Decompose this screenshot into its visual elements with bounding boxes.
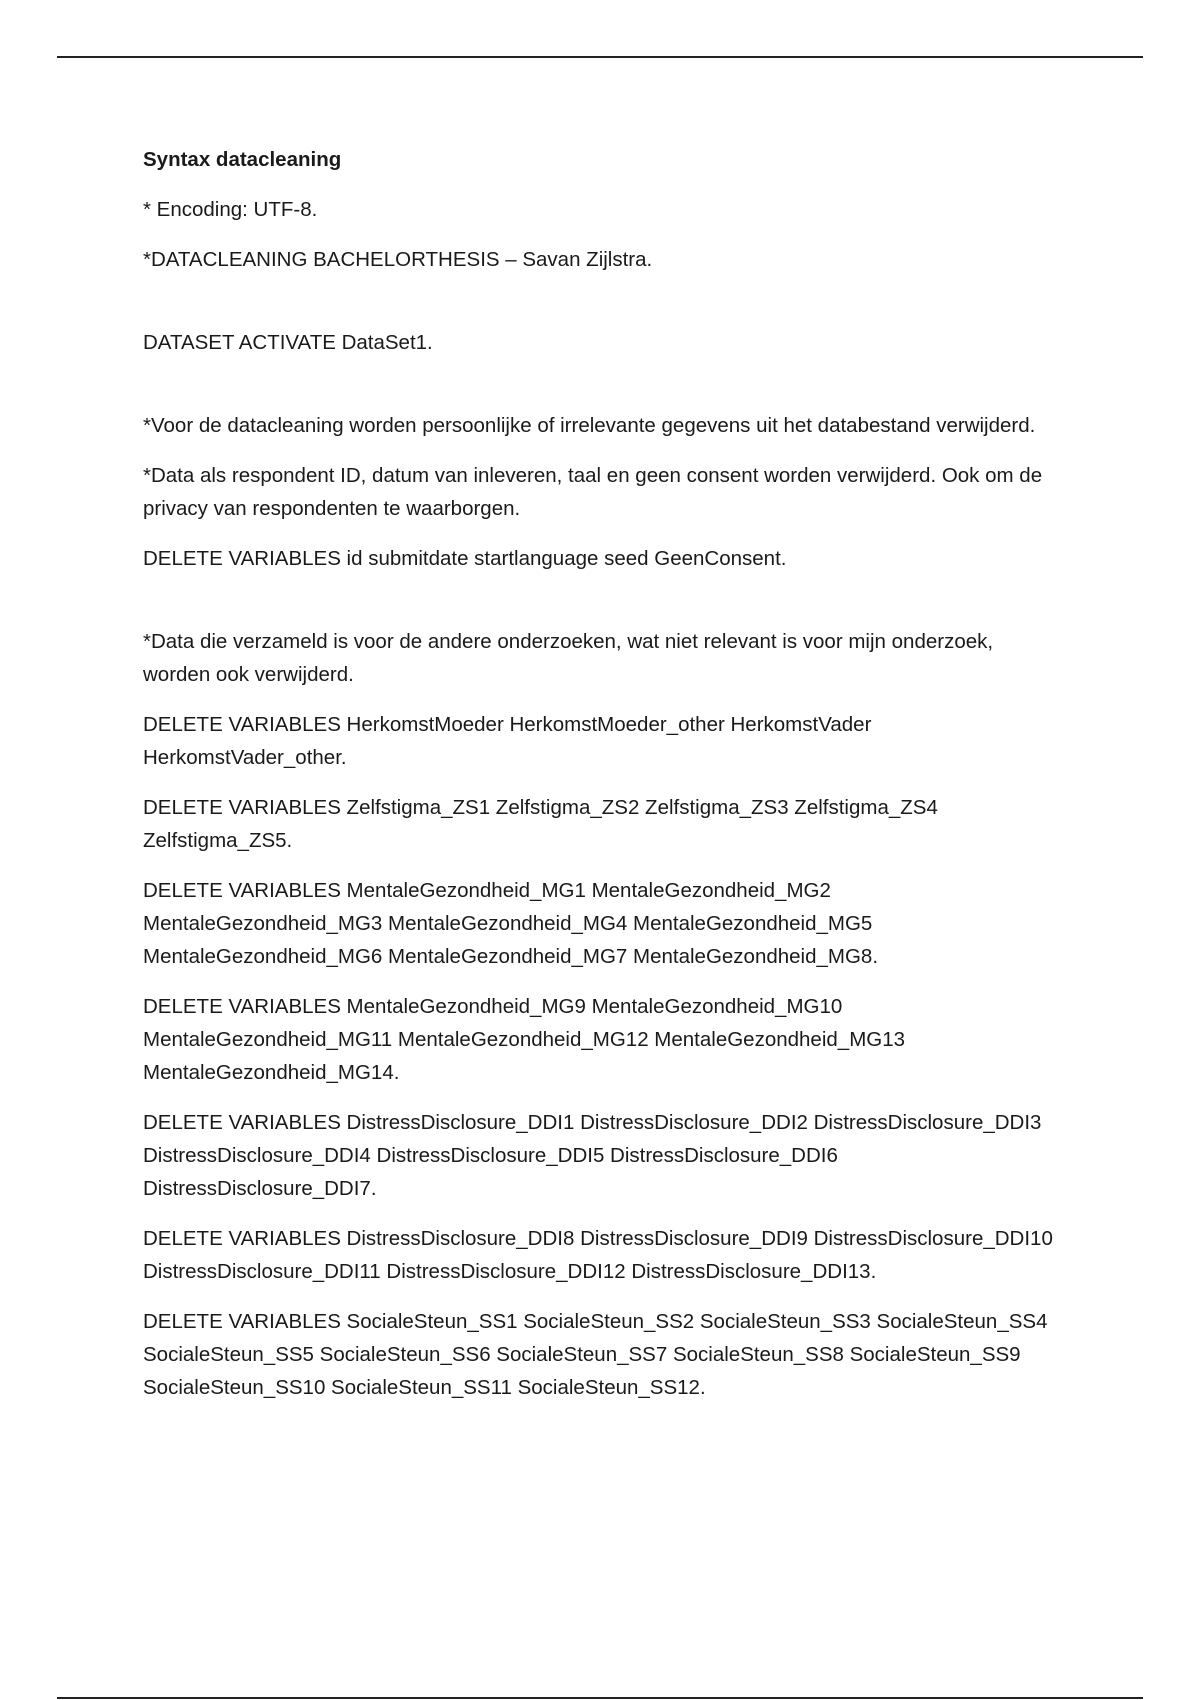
encoding-line: * Encoding: UTF-8.: [143, 198, 318, 221]
header-rule: [57, 56, 1143, 58]
delete-variables-line: DELETE VARIABLES Zelfstigma_ZS1 Zelfstigma_ZS2 Zelfstigma_ZS3 Zelfstigma_ZS4 Zelfstigma_ZS5.: [143, 796, 938, 852]
footer-rule: [57, 1697, 1143, 1699]
delete-variables-line: DELETE VARIABLES DistressDisclosure_DDI8 DistressDisclosure_DDI9 DistressDisclosure_DDI10 DistressDisclosure_DDI11 DistressDisclosure_DDI12 DistressDisclosure_DDI13.: [143, 1227, 1053, 1283]
comment-paragraph: *Voor de datacleaning worden persoonlijke of irrelevante gegevens uit het databestand verwijderd.: [143, 414, 1036, 437]
blank-line: [143, 293, 1063, 326]
delete-variables-line: DELETE VARIABLES SocialeSteun_SS1 SocialeSteun_SS2 SocialeSteun_SS3 SocialeSteun_SS4 SocialeSteun_SS5 SocialeSteun_SS6 SocialeSteun_SS7 SocialeSteun_SS8 SocialeSteun_SS9 SocialeSteun_SS10 SocialeSteun_SS11 SocialeSteun_SS12.: [143, 1310, 1048, 1399]
delete-variables-line: DELETE VARIABLES HerkomstMoeder HerkomstMoeder_other HerkomstVader HerkomstVader_other.: [143, 713, 872, 769]
blank-line: [143, 592, 1063, 625]
delete-variables-line: DELETE VARIABLES MentaleGezondheid_MG9 MentaleGezondheid_MG10 MentaleGezondheid_MG11 MentaleGezondheid_MG12 MentaleGezondheid_MG13 MentaleGezondheid_MG14.: [143, 995, 906, 1084]
delete-variables-line: DELETE VARIABLES DistressDisclosure_DDI1 DistressDisclosure_DDI2 DistressDisclosure_DDI3 DistressDisclosure_DDI4 DistressDisclosure_DDI5 DistressDisclosure_DDI6 DistressDisclosure_DDI7.: [143, 1111, 1042, 1200]
delete-variables-line: DELETE VARIABLES id submitdate startlanguage seed GeenConsent.: [143, 547, 787, 570]
delete-variables-line: DELETE VARIABLES MentaleGezondheid_MG1 MentaleGezondheid_MG2 MentaleGezondheid_MG3 MentaleGezondheid_MG4 MentaleGezondheid_MG5 MentaleGezondheid_MG6 MentaleGezondheid_MG7 MentaleGezondheid_MG8.: [143, 879, 879, 968]
document-title: Syntax datacleaning: [143, 148, 342, 171]
document-body: [143, 143, 1063, 1421]
comment-paragraph: *Data die verzameld is voor de andere onderzoeken, wat niet relevant is voor mijn onderzoek, worden ook verwijderd.: [143, 630, 994, 686]
blank-line: [143, 376, 1063, 409]
comment-paragraph: *Data als respondent ID, datum van inleveren, taal en geen consent worden verwijderd. Ook om de privacy van respondenten te waarborgen.: [143, 464, 1043, 520]
header-comment: *DATACLEANING BACHELORTHESIS – Savan Zijlstra.: [143, 248, 653, 271]
dataset-activate-line: DATASET ACTIVATE DataSet1.: [143, 331, 433, 354]
